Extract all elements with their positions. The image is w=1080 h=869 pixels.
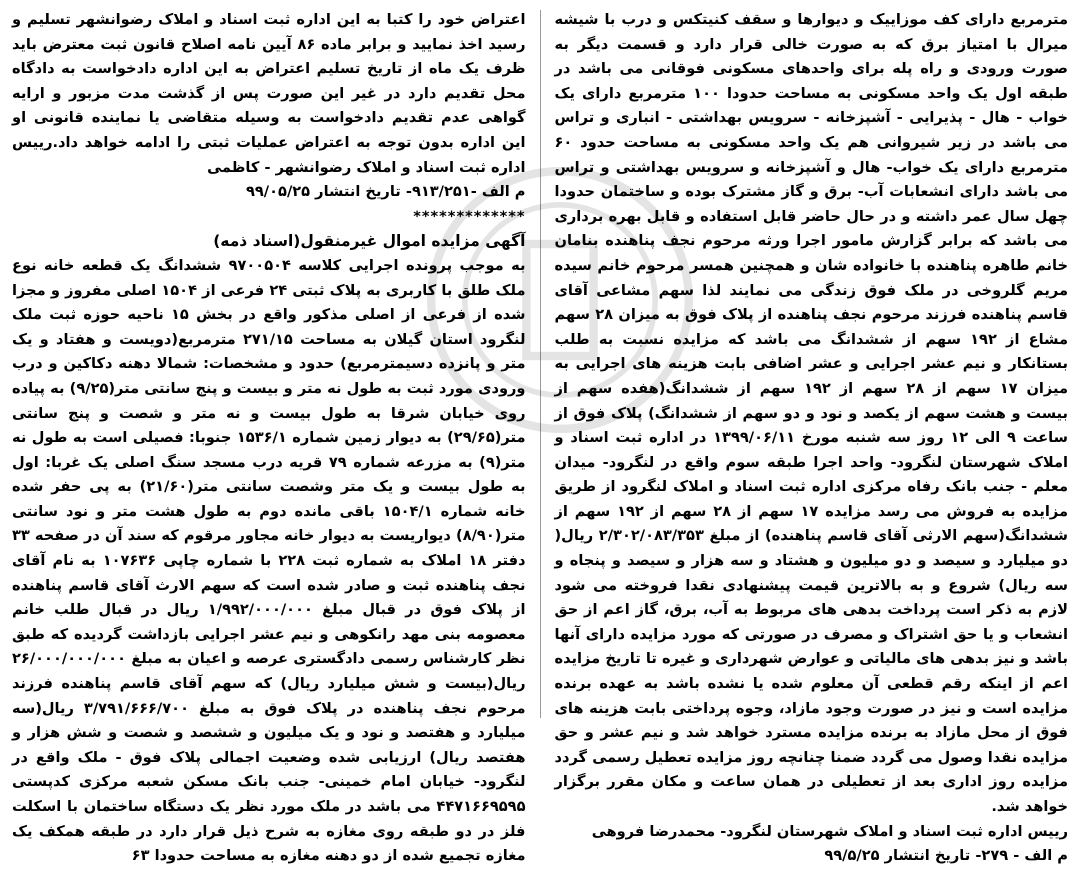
objection-notice-paragraph: اعتراض خود را کتبا به این اداره ثبت اسناد و املاک رضوانشهر تسلیم و رسید اخذ نمایید و برابر ماده ۸۶ آیین نامه اصلاح قانون ثبت معترض باید ظرف یک ماه از تاریخ تسلیم اعتراض به این اداره دادخواست به دادگاه محل تقدیم دارد در غیر این صورت پس از گذشت مدت مزبور و ارایه گواهی عدم تقدیم دادخواست به وسیله متقاضی یا نماینده قانونی او این اداره بدون توجه به اعتراض عملیات ثبتی را ادامه خواهد داد.رییس اداره ثبت اسناد و املاک رضوانشهر - کاظمی: [12, 11, 526, 176]
objection-notice-reference: م الف -۹۱۳/۲۵۱- تاریخ انتشار ۹۹/۰۵/۲۵: [245, 183, 526, 201]
right-column: [12, 8, 526, 865]
auction-signature: رییس اداره ثبت اسناد و املاک شهرستان لنگرود- محمدرضا فروهی: [591, 822, 1068, 840]
auction-body-part-2: مترمربع دارای کف موزاییک و دیوارها و سقف کنیتکس و درب با شیشه میرال با امتیاز برق که به صورت خالی قرار دارد و قسمت دیگر به صورت ورودی و راه پله برای واحدهای مسکونی فوقانی می باشد در طبقه اول یک واحد مسکونی به مساحت حدودا ۱۰۰ مترمربع دارای یک خواب - هال - پذیرایی - آشپزخانه - سرویس بهداشتی - انباری و تراس می باشد در زیر شیروانی هم یک واحد مسکونی به مساحت حدود ۶۰ مترمربع دارای یک خواب- هال و آشپزخانه و سرویس بهداشتی و تراس می باشد دارای انشعابات آب- برق و گاز مشترک بوده و ساختمان حدودا چهل سال عمر داشته و در حال حاضر قابل استفاده و قابل بهره برداری می باشد که برابر گزارش مامور اجرا ورثه مرحوم نجف پناهنده بنامان خانم طاهره پناهنده با خانواده شان و همچنین همسر مرحوم خانم سیده مریم گلروخی در ملک فوق زندگی می نمایند لذا سهم مشاعی آقای قاسم پناهنده فرزند مرحوم نجف پناهنده از پلاک فوق به میزان ۲۸ سهم مشاع از ۱۹۲ سهم از ششدانگ می باشد که مزایده نسبت به طلب بستانکار و نیم عشر اجرایی و عشر اضافی بابت هزینه های اجرایی به میزان ۱۷ سهم از ۲۸ سهم از ۱۹۲ سهم از ششدانگ(هفده سهم از بیست و هشت سهم از یکصد و نود و دو سهم از ششدانگ) پلاک فوق از ساعت ۹ الی ۱۲ روز سه شنبه مورخ ۱۳۹۹/۰۶/۱۱ در اداره ثبت اسناد و املاک شهرستان لنگرود- واحد اجرا طبقه سوم واقع در لنگرود- میدان معلم - جنب بانک رفاه مرکزی اداره ثبت اسناد و املاک لنگرود از طریق مزایده به فروش می رسد مزایده ۱۷ سهم از ۲۸ سهم از ۱۹۲ سهم از ششدانگ(سهم الارثی آقای قاسم پناهنده) از مبلغ ۲/۳۰۲/۰۸۳/۳۵۳ ریال( دو میلیارد و سیصد و دو میلیون و هشتاد و سه هزار و سیصد و پنجاه و سه ریال) شروع و به بالاترین قیمت پیشنهادی نقدا فروخته می شود لازم به ذکر است پرداخت بدهی های مربوط به آب، برق، گاز اعم از حق انشعاب و یا حق اشتراک و مصرف در صورتی که مورد مزایده دارای آنها باشد و نیز بدهی های مالیاتی و عوارض شهرداری و غیره تا تاریخ مزایده اعم از اینکه رقم قطعی آن معلوم شده یا نشده باشد به عهده برنده مزایده است و نیز در صورت وجود مازاد، وجوه پرداختی بابت هزینه های فوق از محل مازاد به برنده مزایده مسترد خواهد شد و نیم عشر و حق مزایده نقدا وصول می گردد ضمنا چنانچه روز مزایده تعطیل رسمی گردد مزایده روز اداری بعد از تعطیلی در همان ساعت و مکان مقرر برگزار خواهد شد.: [554, 11, 1068, 815]
auction-reference: م الف - ۲۷۹- تاریخ انتشار ۹۹/۵/۲۵: [824, 847, 1068, 865]
auction-heading: آگهی مزایده اموال غیرمنقول(اسناد ذمه): [213, 232, 526, 251]
column-divider: [540, 10, 541, 718]
separator-stars: *************: [413, 207, 526, 225]
auction-body-part-1: به موجب پرونده اجرایی کلاسه ۹۷۰۰۵۰۴ ششدانگ یک قطعه خانه نوع ملک طلق با کاربری به پلاک ثبتی ۲۴ فرعی از ۱۵۰۴ اصلی مفروز و مجزا شده از فرعی از اصلی مذکور واقع در بخش ۱۵ ناحیه حوزه ثبت ملک لنگرود استان گیلان به مساحت ۲۷۱/۱۵ مترمربع(دویست و هفتاد و یک متر و پانزده دسیمترمربع) حدود و مشخصات: شمالا دهنه دکاکین و درب ورودی مورد ثبت به طول نه متر و بیست و پنج سانتی متر(۹/۲۵) به پیاده روی خیابان شرقا به طول بیست و نه متر و شصت و پنج سانتی متر(۲۹/۶۵) به دیوار زمین شماره ۱۵۳۶/۱ جنوبا: فصیلی است به طول نه متر(۹) به مزرعه شماره ۷۹ قریه درب مسجد سنگ اصلی یک غربا: اول به طول بیست و یک متر وشصت سانتی متر(۲۱/۶۰) به پی حفر شده خانه شماره ۱۵۰۴/۱ باقی مانده دوم به طول هشت متر و نود سانتی متر(۸/۹۰) دیواریست به دیوار خانه مجاور مرقوم که سند آن در صفحه ۳۳ دفتر ۱۸ املاک به شماره ثبت ۲۲۸ با شماره چاپی ۱۰۷۶۳۶ به نام آقای نجف پناهنده ثبت و صادر شده است که سهم الارث آقای قاسم پناهنده از پلاک فوق در قبال مبلغ ۱/۹۹۲/۰۰۰/۰۰۰ ریال در قبال طلب خانم معصومه بنی مهد رانکوهی و نیم عشر اجرایی بازداشت گردیده که طبق نظر کارشناس رسمی دادگستری عرصه و اعیان به مبلغ ۲۶/۰۰۰/۰۰۰/۰۰۰ ریال(بیست و شش میلیارد ریال) که سهم آقای قاسم پناهنده فرزند مرحوم نجف پناهنده در پلاک فوق به مبلغ ۳/۷۹۱/۶۶۶/۷۰۰ ریال(سه میلیارد و هفتصد و نود و یک میلیون و ششصد و شصت و شش هزار و هفتصد ریال) ارزیابی شده وضعیت اجمالی پلاک فوق - ملک واقع در لنگرود- خیابان امام خمینی- جنب بانک مسکن شعبه مرکزی کدپستی ۴۴۷۱۶۶۹۵۹۵ می باشد در ملک مورد نظر یک دستگاه ساختمان با اسکلت فلز در دو طبقه روی مغازه به شرح ذیل قرار دارد در طبقه همکف یک مغازه تجمیع شده از دو دهنه مغازه به مساحت حدودا ۶۳: [12, 256, 526, 865]
left-column: [554, 8, 1069, 865]
